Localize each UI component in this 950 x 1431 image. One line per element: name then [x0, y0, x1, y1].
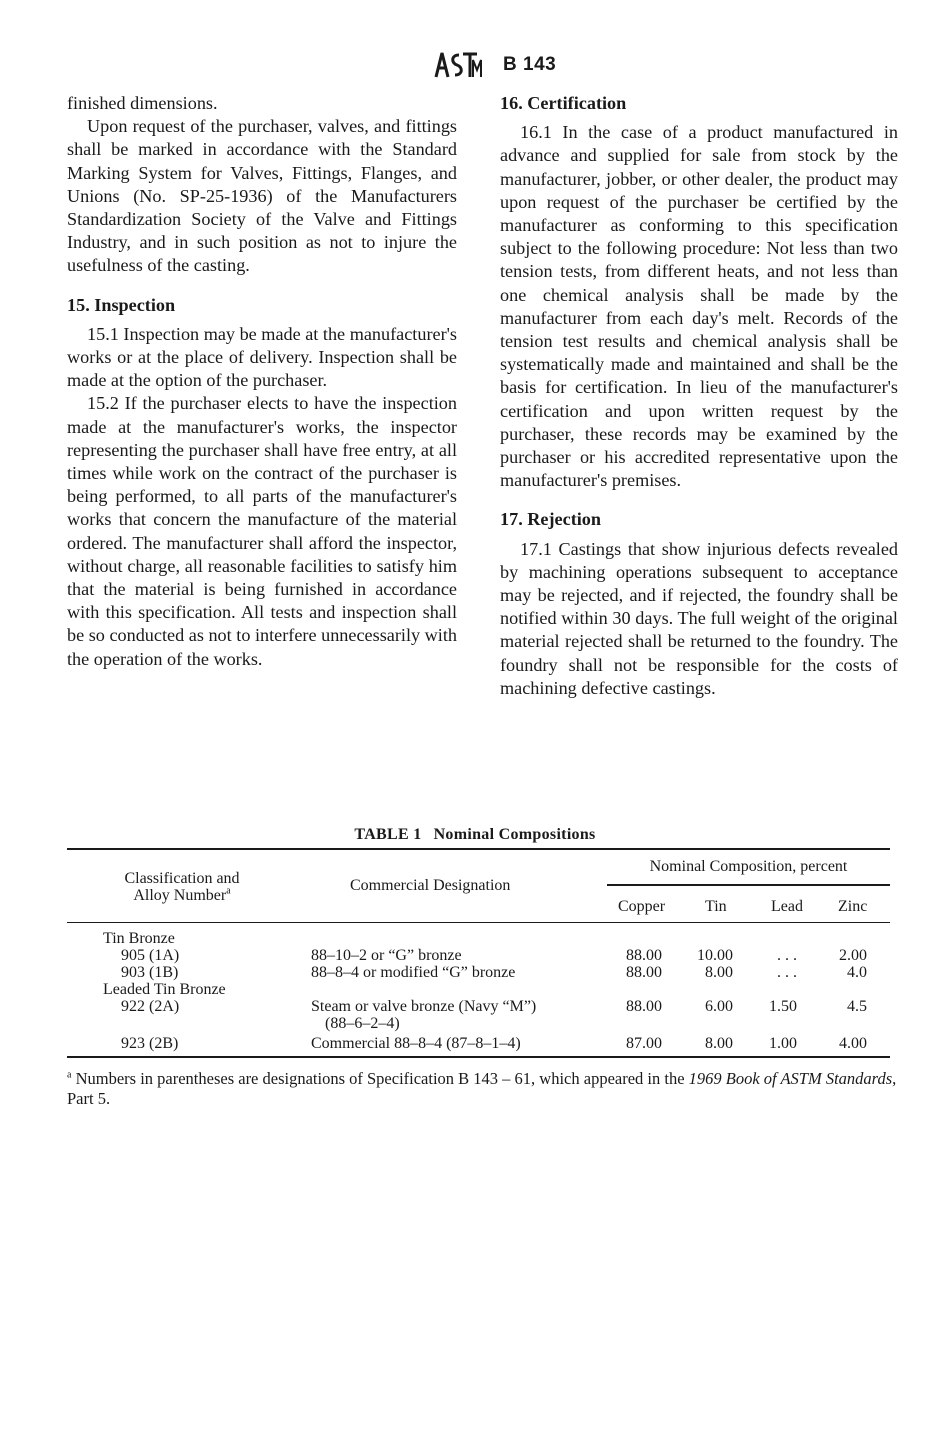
- paragraph-17-1: 17.1 Castings that show injurious defects revealed by machining operations subsequent to acceptance may be rejected, and if rejected, the foundry shall be notified within 30 days. The full weight of the original material rejected shall be returned to the foundry. The foundry shall not be responsible for the costs of machining defective castings.: [500, 538, 898, 698]
- row-alloy: 903 (1B): [121, 964, 179, 981]
- heading-certification: 16. Certification: [500, 93, 627, 113]
- row-alloy: 905 (1A): [121, 947, 180, 964]
- footnote-marker: a: [226, 885, 231, 897]
- row-tin: 8.00: [705, 964, 733, 981]
- paragraph-15-1: 15.1 Inspection may be made at the manufacturer's works or at the place of delivery. Inspection shall be made at the option of the purchaser.: [67, 323, 457, 391]
- row-designation: Steam or valve bronze (Navy “M”): [311, 998, 537, 1015]
- table-number: TABLE 1: [354, 826, 422, 843]
- footnote-text: Numbers in parentheses are designations of Specification B 143 – 61, which appeared in the: [75, 1069, 685, 1088]
- row-alloy: 922 (2A): [121, 998, 180, 1015]
- row-lead: 1.50: [769, 998, 797, 1015]
- header-nominal-composition: Nominal Composition, percent: [649, 858, 848, 875]
- header-tin: Tin: [705, 898, 727, 915]
- header-classification: Classification and Alloy Number$^a$: [124, 870, 240, 904]
- paragraph-marking: Upon request of the purchaser, valves, and fittings shall be marked in accordance with the Standard Marking System for Valves, Fittings, Flanges, and Unions (No. SP-25-1936) of the Manufacturers Standardization Society of the Valve and Fittings Industry, and in such position as not to injure the usefulness of the casting.: [67, 116, 457, 276]
- header-copper: Copper: [618, 898, 666, 915]
- document-number: B 143: [503, 54, 557, 75]
- row-zinc: 4.0: [847, 964, 867, 981]
- row-lead: . . .: [777, 947, 797, 964]
- row-alloy: 923 (2B): [121, 1035, 179, 1052]
- astm-logo-icon: [432, 50, 482, 80]
- row-tin: 8.00: [705, 1035, 733, 1052]
- footnote-book-title: 1969 Book of ASTM Standards: [688, 1069, 893, 1088]
- row-tin: 10.00: [697, 947, 733, 964]
- right-column: [500, 92, 898, 700]
- header-bottom-rule: [67, 922, 890, 923]
- header-lead: Lead: [771, 898, 803, 915]
- table-top-rule: [67, 848, 890, 850]
- row-copper: 87.00: [626, 1035, 662, 1052]
- row-designation: Commercial 88–8–4 (87–8–1–4): [311, 1035, 521, 1052]
- header-designation: Commercial Designation: [350, 877, 511, 894]
- row-designation: 88–10–2 or “G” bronze: [311, 947, 462, 964]
- row-copper: 88.00: [626, 947, 662, 964]
- header-zinc: Zinc: [838, 898, 868, 915]
- heading-inspection: 15. Inspection: [67, 294, 176, 315]
- row-designation-continued: (88–6–2–4): [325, 1015, 400, 1032]
- paragraph-15-2: 15.2 If the purchaser elects to have the inspection made at the manufacturer's works, the inspector representing the purchaser shall have free entry, at all times while work on the contract of the purchaser is being performed, to all parts of the manufacturer's works that concern the manufacture of the material ordered. The manufacturer shall afford the inspector, without charge, all reasonable facilities to satisfy him that the material is being furnished in accordance with this specification. All tests and inspection shall be so conducted as not to interfere unnecessarily with the operation of the works.: [67, 393, 457, 669]
- footnote-text-end: , Part 5.: [67, 1069, 897, 1108]
- table-caption: [0, 826, 950, 844]
- group-label: Leaded Tin Bronze: [103, 981, 226, 998]
- composition-table: [67, 848, 890, 1058]
- row-tin: 6.00: [705, 998, 733, 1015]
- row-copper: 88.00: [626, 964, 662, 981]
- row-zinc: 4.5: [847, 998, 867, 1015]
- left-column: [67, 92, 457, 671]
- row-lead: 1.00: [769, 1035, 797, 1052]
- row-lead: . . .: [777, 964, 797, 981]
- group-label: Tin Bronze: [103, 930, 175, 947]
- page-header: [0, 50, 950, 84]
- table-bottom-rule: [67, 1056, 890, 1058]
- row-designation: 88–8–4 or modified “G” bronze: [311, 964, 516, 981]
- group-header-rule: [607, 884, 890, 886]
- table-title: Nominal Compositions: [433, 826, 596, 843]
- row-zinc: 2.00: [839, 947, 867, 964]
- footnote-mark: a: [67, 1069, 72, 1081]
- row-copper: 88.00: [626, 998, 662, 1015]
- paragraph-finished-dimensions: finished dimensions.: [67, 93, 218, 113]
- table-footnote: [67, 1069, 897, 1109]
- row-zinc: 4.00: [839, 1035, 867, 1052]
- heading-rejection: 17. Rejection: [500, 509, 602, 530]
- paragraph-16-1: 16.1 In the case of a product manufactured in advance and supplied for sale from stock by the manufacturer, jobber, or other dealer, the product may upon request of the purchaser be certified by the manufacturer as conforming to this specification subject to the following procedure: Not less than two tension tests, from different heats, and not less than one chemical analysis shall be made by the manufacturer from each day's melt. Records of the tension test results and chemical analysis shall be systematically made and maintained and shall be the basis for certification. In lieu of the manufacturer's certification and upon written request by the purchaser, these records may be examined by the purchaser or his accredited representative upon the manufacturer's premises.: [500, 122, 898, 491]
